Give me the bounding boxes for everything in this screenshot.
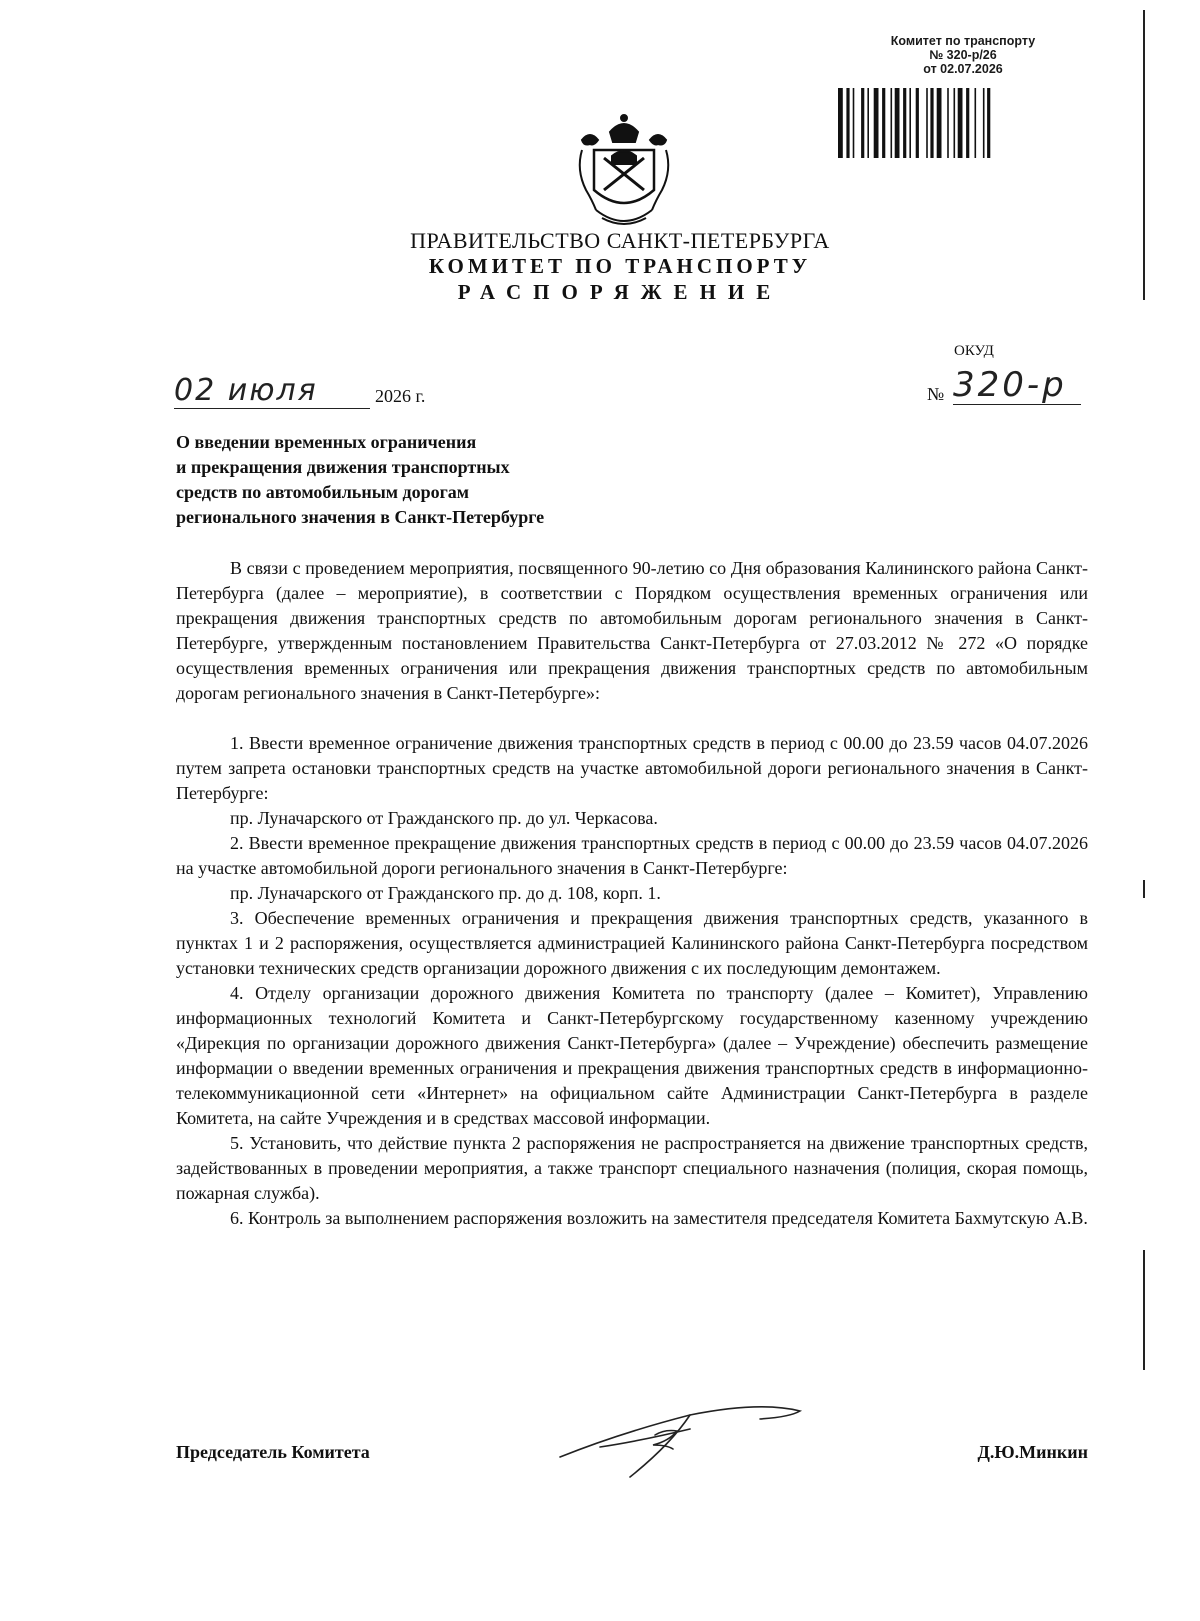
document-body (176, 556, 1088, 1231)
signatory-name: Д.Ю.Минкин (977, 1442, 1088, 1462)
clause-3: 3. Обеспечение временных ограничения и прекращения движения транспортных средств, указанного в пунктах 1 и 2 распоряжения, осуществляется администрацией Калининского района Санкт-Петербурга посредством установки технических средств организации дорожного движения с их последующим демонтажем. (176, 908, 1088, 978)
signature-block (176, 1442, 1088, 1472)
scan-edge-mark (1143, 1250, 1145, 1370)
document-year: 2026 г. (375, 386, 426, 406)
barcode-icon (838, 88, 1088, 163)
handwritten-number: 320-р (953, 366, 1081, 405)
preamble-paragraph: В связи с проведением мероприятия, посвященного 90-летию со Дня образования Калининского района Санкт-Петербурга (далее – мероприятие), в соответствии с Порядком осуществления временных ограничения или прекращения движения транспортных средств по автомобильным дорогам регионального значения в Санкт-Петербурге, утвержденным постановлением Правительства Санкт-Петербурга от 27.03.2012 № 272 «О порядке осуществления временных ограничения или прекращения движения транспортных средств по автомобильным дорогам регионального значения в Санкт-Петербурге»: (176, 558, 1088, 703)
number-sign: № (927, 384, 945, 404)
title-line: и прекращения движения транспортных (176, 457, 510, 477)
clause-4: 4. Отделу организации дорожного движения Комитета по транспорту (далее – Комитет), Управлению информационных технологий Комитета и Санкт-Петербургскому государственному казенному учреждению «Дирекция по организации дорожного движения Санкт-Петербурга» (далее – Учреждение) обеспечить размещение информации о введении временных ограничения и прекращения движения транспортных средств в информационно-телекоммуникационной сети «Интернет» на официальном сайте Администрации Санкт-Петербурга в разделе Комитета, на сайте Учреждения и в средствах массовой информации. (176, 983, 1088, 1128)
clause-5: 5. Установить, что действие пункта 2 распоряжения не распространяется на движение транспортных средств, задействованных в проведении мероприятия, а также транспорт специального назначения (полиция, скорая помощь, пожарная служба). (176, 1133, 1088, 1203)
clause-2-road: пр. Луначарского от Гражданского пр. до д. 108, корп. 1. (230, 883, 661, 903)
handwritten-date: 02 июля (174, 374, 370, 409)
title-line: средств по автомобильным дорогам (176, 482, 470, 502)
scan-edge-mark (1143, 10, 1145, 300)
committee-name: КОМИТЕТ ПО ТРАНСПОРТУ (428, 254, 812, 278)
registration-stamp (838, 34, 1088, 76)
clause-2: 2. Ввести временное прекращение движения транспортных средств в период с 00.00 до 23.59 часов 04.07.2026 на участке автомобильной дороги регионального значения в Санкт-Петербурге: (176, 833, 1088, 878)
clause-1-road: пр. Луначарского от Гражданского пр. до ул. Черкасова. (230, 808, 658, 828)
stamp-date: от 02.07.2026 (923, 62, 1003, 76)
scan-edge-mark (1143, 880, 1145, 898)
document-title (176, 430, 696, 530)
signatory-position: Председатель Комитета (176, 1442, 370, 1462)
clause-6: 6. Контроль за выполнением распоряжения возложить на заместителя председателя Комитета Бахмутскую А.В. (230, 1208, 1088, 1228)
title-line: О введении временных ограничения (176, 432, 477, 452)
title-line: регионального значения в Санкт-Петербурге (176, 507, 545, 527)
stamp-number: № 320-р/26 (929, 48, 997, 62)
st-petersburg-coat-of-arms-icon (572, 110, 676, 228)
stamp-committee: Комитет по транспорту (890, 34, 1036, 48)
document-type: РАСПОРЯЖЕНИЕ (457, 280, 783, 304)
clause-1: 1. Ввести временное ограничение движения транспортных средств в период с 00.00 до 23.59 часов 04.07.2026 путем запрета остановки транспортных средств на участке автомобильной дороги регионального значения в Санкт-Петербурге: (176, 733, 1088, 803)
government-name: ПРАВИТЕЛЬСТВО САНКТ-ПЕТЕРБУРГА (410, 228, 830, 253)
okud-label: ОКУД (954, 343, 994, 359)
